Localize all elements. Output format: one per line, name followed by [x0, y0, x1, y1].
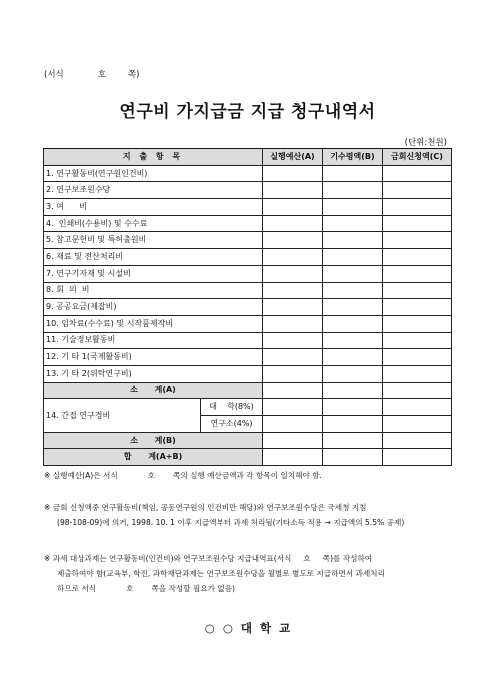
note3-line3	[44, 581, 385, 596]
note3-line1-part-b: 호	[303, 554, 311, 563]
column-header-budget: 실행예산(A)	[263, 149, 323, 166]
expense-table	[43, 148, 452, 466]
table-row	[44, 165, 452, 182]
received-cell[interactable]	[323, 349, 383, 366]
form-number	[44, 68, 140, 80]
note3-line2: 제출하여야 함(교육부, 학진, 과학재단과제는 연구보조원수당을 월별로 별도로 지급하면서 과세처리	[57, 569, 385, 578]
row-label: 10. 임차료(수수료) 및 시작품제작비	[44, 315, 263, 332]
table-row	[44, 332, 452, 349]
budget-cell[interactable]	[263, 349, 323, 366]
column-header-received: 기수령액(B)	[323, 149, 383, 166]
expense-item-rows	[44, 165, 452, 382]
received-cell[interactable]	[323, 416, 383, 433]
table-header-row	[44, 149, 452, 166]
row-label: 9. 공공요금(제잡비)	[44, 299, 263, 316]
received-cell[interactable]	[323, 282, 383, 299]
request-cell[interactable]	[383, 349, 452, 366]
budget-cell[interactable]	[263, 332, 323, 349]
row-label: 5. 참고문헌비 및 특허출원비	[44, 232, 263, 249]
budget-cell[interactable]	[263, 382, 323, 399]
total-label: 합 계(A+B)	[44, 449, 263, 466]
table-row	[44, 232, 452, 249]
received-cell[interactable]	[323, 265, 383, 282]
table-row	[44, 365, 452, 382]
note3-line3-part-a: 하므로 서식	[57, 584, 97, 593]
request-cell[interactable]	[383, 165, 452, 182]
request-cell[interactable]	[383, 399, 452, 416]
received-cell[interactable]	[323, 232, 383, 249]
table-row	[44, 249, 452, 266]
table-row	[44, 315, 452, 332]
budget-cell[interactable]	[263, 199, 323, 216]
note3-line1-part-a: ※ 과세 대상과제는 연구활동비(인건비)와 연구보조원수당 지급내역표(서식	[44, 554, 292, 563]
received-cell[interactable]	[323, 449, 383, 466]
request-cell[interactable]	[383, 282, 452, 299]
row-label: 12. 기 타 1(국제활동비)	[44, 349, 263, 366]
subtotal-b-row	[44, 432, 452, 449]
budget-cell[interactable]	[263, 165, 323, 182]
row-label: 3. 여 비	[44, 199, 263, 216]
note-budget-match	[44, 468, 322, 483]
table-row	[44, 282, 452, 299]
request-cell[interactable]	[383, 182, 452, 199]
note3-line1-part-c: 쪽)를 작성하여	[322, 554, 373, 563]
row-label: 2. 연구보조원수당	[44, 182, 263, 199]
budget-cell[interactable]	[263, 282, 323, 299]
note1-part-c: 쪽의 실행 예산금액과 각 항목이 일치해야 함.	[173, 471, 322, 480]
form-number-prefix: (서식	[44, 70, 64, 80]
note3-line3-part-b: 호	[126, 584, 134, 593]
request-cell[interactable]	[383, 365, 452, 382]
received-cell[interactable]	[323, 249, 383, 266]
row-label: 8. 회 의 비	[44, 282, 263, 299]
received-cell[interactable]	[323, 165, 383, 182]
indirect-university-label: 대 학(8%)	[201, 399, 263, 416]
budget-cell[interactable]	[263, 365, 323, 382]
budget-cell[interactable]	[263, 232, 323, 249]
indirect-university-row	[44, 399, 452, 416]
received-cell[interactable]	[323, 315, 383, 332]
request-cell[interactable]	[383, 249, 452, 266]
table-row	[44, 265, 452, 282]
note2-line1: ※ 금회 신청액중 연구활동비(책임, 공동연구원의 인건비만 해당)와 연구보조원수당은 국세청 지침	[44, 503, 367, 512]
received-cell[interactable]	[323, 382, 383, 399]
budget-cell[interactable]	[263, 315, 323, 332]
form-number-ho: 호	[97, 70, 106, 80]
table-row	[44, 182, 452, 199]
note2-line2: (98-108-09)에 의거, 1998. 10. 1 이후 지급액부터 과세 처리됨(기타소득 적용 → 지급액의 5.5% 공제)	[57, 518, 405, 527]
university-name: ○ ○ 대 학 교	[204, 621, 291, 635]
note3-line1	[44, 551, 385, 566]
note-tax-guideline	[44, 500, 404, 530]
received-cell[interactable]	[323, 199, 383, 216]
total-row	[44, 449, 452, 466]
request-cell[interactable]	[383, 382, 452, 399]
request-cell[interactable]	[383, 332, 452, 349]
column-header-item: 지 출 항 목	[44, 149, 263, 166]
received-cell[interactable]	[323, 182, 383, 199]
budget-cell[interactable]	[263, 432, 323, 449]
document-title: 연구비 가지급금 지급 청구내역서	[119, 102, 376, 122]
budget-cell[interactable]	[263, 449, 323, 466]
table-row	[44, 349, 452, 366]
note1-part-a: ※ 실행예산(A)은 서식	[44, 471, 118, 480]
budget-cell[interactable]	[263, 299, 323, 316]
budget-cell[interactable]	[263, 416, 323, 433]
received-cell[interactable]	[323, 432, 383, 449]
budget-cell[interactable]	[263, 265, 323, 282]
row-label: 6. 재료 및 전산처리비	[44, 249, 263, 266]
indirect-cost-label: 14. 간접 연구경비	[44, 399, 201, 432]
table-row	[44, 215, 452, 232]
request-cell[interactable]	[383, 299, 452, 316]
budget-cell[interactable]	[263, 399, 323, 416]
subtotal-a-row	[44, 382, 452, 399]
request-cell[interactable]	[383, 315, 452, 332]
table-row	[44, 299, 452, 316]
subtotal-a-label: 소 계(A)	[44, 382, 263, 399]
received-cell[interactable]	[323, 215, 383, 232]
note-taxable-projects	[44, 551, 385, 596]
row-label: 7. 연구기자재 및 시설비	[44, 265, 263, 282]
received-cell[interactable]	[323, 332, 383, 349]
row-label: 11. 기술정보활동비	[44, 332, 263, 349]
request-cell[interactable]	[383, 232, 452, 249]
received-cell[interactable]	[323, 299, 383, 316]
unit-label: (단위:천원)	[404, 138, 447, 148]
row-label: 4. 인쇄비(수용비) 및 수수료	[44, 215, 263, 232]
row-label: 1. 연구활동비(연구원인건비)	[44, 165, 263, 182]
request-cell[interactable]	[383, 432, 452, 449]
request-cell[interactable]	[383, 416, 452, 433]
form-number-page: 쪽)	[127, 70, 140, 80]
note3-line3-part-c: 쪽을 작성할 필요가 없음)	[151, 584, 235, 593]
request-cell[interactable]	[383, 265, 452, 282]
budget-cell[interactable]	[263, 182, 323, 199]
request-cell[interactable]	[383, 215, 452, 232]
received-cell[interactable]	[323, 399, 383, 416]
row-label: 13. 기 타 2(위탁연구비)	[44, 365, 263, 382]
request-cell[interactable]	[383, 199, 452, 216]
received-cell[interactable]	[323, 365, 383, 382]
request-cell[interactable]	[383, 449, 452, 466]
budget-cell[interactable]	[263, 249, 323, 266]
note1-part-b: 호	[147, 471, 156, 480]
table-row	[44, 199, 452, 216]
subtotal-b-label: 소 계(B)	[44, 432, 263, 449]
indirect-institute-label: 연구소(4%)	[201, 416, 263, 433]
budget-cell[interactable]	[263, 215, 323, 232]
column-header-request: 금회신청액(C)	[383, 149, 452, 166]
